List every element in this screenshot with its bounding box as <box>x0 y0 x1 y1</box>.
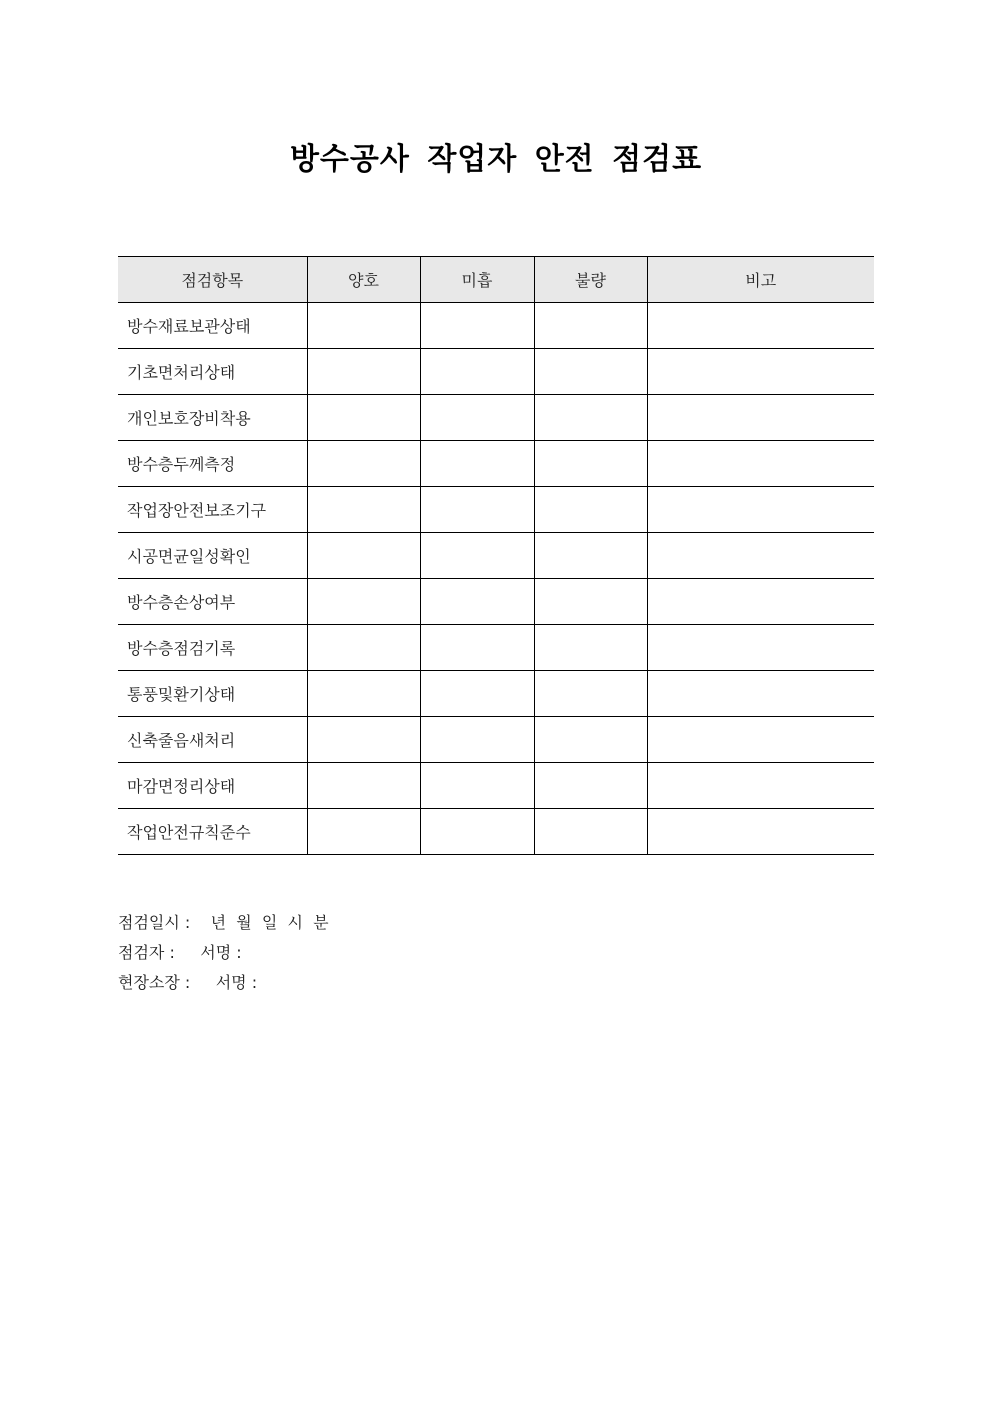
insufficient-check-cell[interactable] <box>420 717 534 763</box>
remarks-cell[interactable] <box>647 487 874 533</box>
header-insufficient: 미흡 <box>420 257 534 303</box>
inspection-item-cell: 작업안전규칙준수 <box>118 809 307 855</box>
good-check-cell[interactable] <box>307 303 420 349</box>
good-check-cell[interactable] <box>307 441 420 487</box>
inspection-item-cell: 작업장안전보조기구 <box>118 487 307 533</box>
remarks-cell[interactable] <box>647 349 874 395</box>
inspection-item-cell: 방수층두께측정 <box>118 441 307 487</box>
bad-check-cell[interactable] <box>534 625 647 671</box>
document-title: 방수공사 작업자 안전 점검표 <box>289 142 703 177</box>
good-check-cell[interactable] <box>307 487 420 533</box>
bad-check-cell[interactable] <box>534 717 647 763</box>
insufficient-check-cell[interactable] <box>420 303 534 349</box>
inspection-item-cell: 시공면균일성확인 <box>118 533 307 579</box>
inspection-item-cell: 방수재료보관상태 <box>118 303 307 349</box>
insufficient-check-cell[interactable] <box>420 441 534 487</box>
site-manager-signature-field[interactable]: 현장소장 : 서명 : <box>118 973 258 992</box>
bad-check-cell[interactable] <box>534 809 647 855</box>
bad-check-cell[interactable] <box>534 441 647 487</box>
remarks-cell[interactable] <box>647 763 874 809</box>
table-row <box>118 441 874 487</box>
remarks-cell[interactable] <box>647 533 874 579</box>
remarks-cell[interactable] <box>647 809 874 855</box>
bad-check-cell[interactable] <box>534 303 647 349</box>
insufficient-check-cell[interactable] <box>420 533 534 579</box>
table-row <box>118 579 874 625</box>
remarks-cell[interactable] <box>647 671 874 717</box>
bad-check-cell[interactable] <box>534 349 647 395</box>
good-check-cell[interactable] <box>307 763 420 809</box>
remarks-cell[interactable] <box>647 717 874 763</box>
insufficient-check-cell[interactable] <box>420 671 534 717</box>
insufficient-check-cell[interactable] <box>420 763 534 809</box>
inspection-datetime-field[interactable]: 점검일시 : 년 월 일 시 분 <box>118 913 329 932</box>
table-row <box>118 487 874 533</box>
inspection-item-cell: 개인보호장비착용 <box>118 395 307 441</box>
insufficient-check-cell[interactable] <box>420 349 534 395</box>
table-row <box>118 349 874 395</box>
good-check-cell[interactable] <box>307 671 420 717</box>
remarks-cell[interactable] <box>647 395 874 441</box>
bad-check-cell[interactable] <box>534 487 647 533</box>
bad-check-cell[interactable] <box>534 671 647 717</box>
table-row <box>118 533 874 579</box>
insufficient-check-cell[interactable] <box>420 487 534 533</box>
inspection-item-cell: 마감면정리상태 <box>118 763 307 809</box>
signature-section <box>118 908 329 998</box>
table-row <box>118 671 874 717</box>
bad-check-cell[interactable] <box>534 533 647 579</box>
table-row <box>118 625 874 671</box>
inspection-item-cell: 기초면처리상태 <box>118 349 307 395</box>
header-good: 양호 <box>307 257 420 303</box>
header-inspection-item: 점검항목 <box>118 257 307 303</box>
insufficient-check-cell[interactable] <box>420 579 534 625</box>
remarks-cell[interactable] <box>647 579 874 625</box>
good-check-cell[interactable] <box>307 533 420 579</box>
bad-check-cell[interactable] <box>534 763 647 809</box>
inspector-signature-field[interactable]: 점검자 : 서명 : <box>118 943 242 962</box>
table-row <box>118 303 874 349</box>
good-check-cell[interactable] <box>307 349 420 395</box>
table-row <box>118 395 874 441</box>
table-row <box>118 717 874 763</box>
insufficient-check-cell[interactable] <box>420 625 534 671</box>
checklist-table <box>118 256 874 855</box>
inspection-item-cell: 방수층점검기록 <box>118 625 307 671</box>
remarks-cell[interactable] <box>647 441 874 487</box>
good-check-cell[interactable] <box>307 717 420 763</box>
insufficient-check-cell[interactable] <box>420 395 534 441</box>
inspection-item-cell: 통풍및환기상태 <box>118 671 307 717</box>
good-check-cell[interactable] <box>307 809 420 855</box>
insufficient-check-cell[interactable] <box>420 809 534 855</box>
remarks-cell[interactable] <box>647 303 874 349</box>
good-check-cell[interactable] <box>307 579 420 625</box>
table-row <box>118 809 874 855</box>
table-row <box>118 763 874 809</box>
good-check-cell[interactable] <box>307 395 420 441</box>
header-row <box>118 257 874 303</box>
inspection-item-cell: 신축줄음새처리 <box>118 717 307 763</box>
good-check-cell[interactable] <box>307 625 420 671</box>
bad-check-cell[interactable] <box>534 579 647 625</box>
inspection-item-cell: 방수층손상여부 <box>118 579 307 625</box>
bad-check-cell[interactable] <box>534 395 647 441</box>
header-bad: 불량 <box>534 257 647 303</box>
remarks-cell[interactable] <box>647 625 874 671</box>
header-remarks: 비고 <box>647 257 874 303</box>
